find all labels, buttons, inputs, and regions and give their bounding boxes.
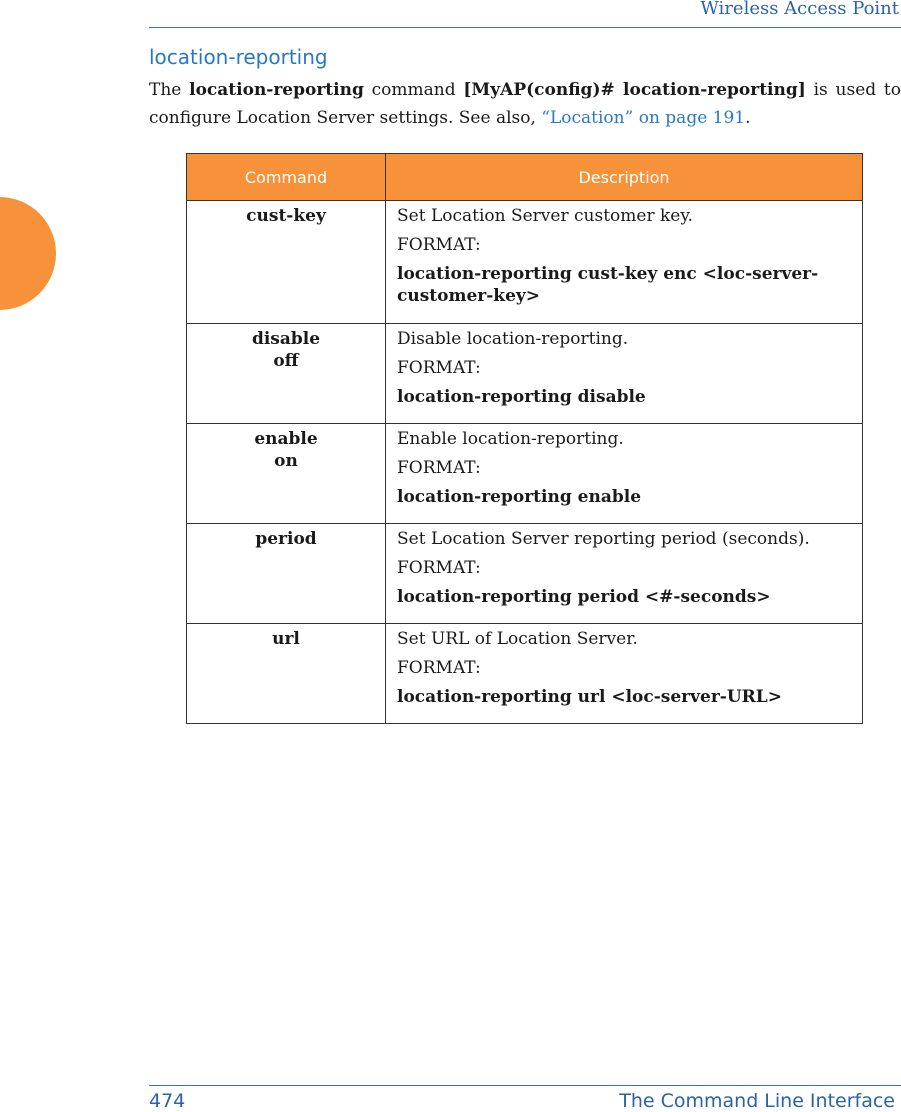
command-alias: off [273, 351, 299, 371]
format-command: location-reporting url <loc-server-URL> [397, 687, 782, 707]
description-text: Set URL of Location Server. [397, 629, 638, 649]
command-cell [187, 424, 386, 524]
command-cell [187, 201, 386, 324]
column-header-command: Command [187, 154, 386, 201]
format-label: FORMAT: [397, 458, 481, 478]
command-table [186, 153, 863, 724]
description-text: Set Location Server reporting period (seconds). [397, 529, 810, 549]
table-row [187, 201, 863, 324]
format-label: FORMAT: [397, 558, 481, 578]
header-rule [149, 27, 901, 28]
command-keyword: period [255, 529, 317, 549]
format-label: FORMAT: [397, 358, 481, 378]
table-row [187, 624, 863, 724]
command-cell [187, 324, 386, 424]
command-keyword: cust-key [246, 206, 326, 226]
format-command: location-reporting disable [397, 387, 646, 407]
command-keyword: url [272, 629, 300, 649]
description-cell [386, 324, 863, 424]
footer-rule [149, 1085, 901, 1086]
format-command: location-reporting enable [397, 487, 642, 507]
command-cell [187, 624, 386, 724]
cross-reference-link[interactable]: “Location” on page 191 [541, 108, 746, 128]
table-row [187, 524, 863, 624]
chapter-tab-marker [0, 197, 56, 310]
format-label: FORMAT: [397, 235, 481, 255]
command-keyword: enable [254, 429, 318, 449]
format-command: location-reporting period <#-seconds> [397, 587, 771, 607]
command-keyword: disable [251, 329, 321, 349]
intro-paragraph: The location-reporting command [MyAP(config)# location-reporting] is used to configure Location Server settings. See also, “Location” on page 191. [149, 80, 901, 128]
table-row [187, 424, 863, 524]
description-cell [386, 524, 863, 624]
format-command: location-reporting cust-key enc <loc-server-customer-key> [397, 264, 819, 306]
description-text: Set Location Server customer key. [397, 206, 694, 226]
description-text: Enable location-reporting. [397, 429, 624, 449]
table-header-row [187, 154, 863, 201]
command-alias: on [274, 451, 298, 471]
table-row [187, 324, 863, 424]
description-text: Disable location-reporting. [397, 329, 629, 349]
column-header-description: Description [386, 154, 863, 201]
format-label: FORMAT: [397, 658, 481, 678]
page-number: 474 [149, 1090, 186, 1112]
description-cell [386, 201, 863, 324]
chapter-title: The Command Line Interface [619, 1090, 895, 1112]
command-name: location-reporting [189, 80, 364, 100]
command-cell [187, 524, 386, 624]
command-syntax: [MyAP(config)# location-reporting] [463, 80, 806, 100]
section-title: location-reporting [149, 45, 328, 69]
description-cell [386, 424, 863, 524]
description-cell [386, 624, 863, 724]
running-header-title: Wireless Access Point [700, 0, 899, 19]
